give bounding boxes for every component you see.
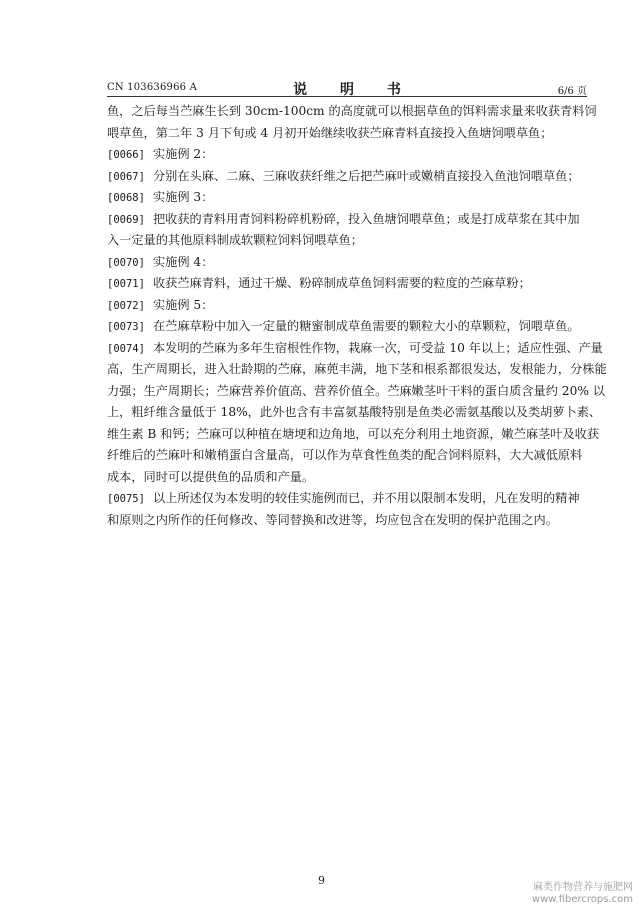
- text-line: 维生素 B 和钙；苎麻可以种植在塘埂和边角地，可以充分利用土地资源，嫩苎麻茎叶及收获: [107, 426, 600, 441]
- paragraph-0073: [107, 316, 587, 338]
- paragraph-text: 实施例 4：: [153, 254, 214, 269]
- page-indicator: 6/6 页: [557, 86, 587, 97]
- text-line: 纤维后的苎麻叶和嫩梢蛋白含量高，可以作为草食性鱼类的配合饲料原料，大大减低原料: [107, 448, 583, 462]
- paragraph-0066: [107, 144, 587, 166]
- paragraph-0070: [107, 252, 587, 274]
- watermark-url: www.fibercrops.com: [531, 894, 633, 905]
- paragraph-text: 实施例 3：: [153, 190, 214, 204]
- paragraph-0071: [107, 273, 587, 295]
- text-line: 入一定量的其他原料制成软颗粒饲料饲喂草鱼；: [107, 233, 363, 247]
- paragraph-number: [0071]: [107, 278, 145, 290]
- paragraph-number: [0075]: [107, 493, 145, 505]
- page-header: [107, 81, 587, 98]
- text-line: 和原则之内所作的任何修改、等同替换和改进等，均应包含在发明的保护范围之内。: [107, 512, 558, 527]
- paragraph-number: [0068]: [107, 192, 145, 204]
- paragraph-text: 本发明的苎麻为多年生宿根性作物，栽麻一次，可受益 10 年以上；适应性强、产量: [153, 340, 603, 355]
- paragraph-0072: [107, 295, 587, 317]
- text-line: 喂草鱼，第二年 3 月下旬或 4 月初开始继续收获苎麻青料直接投入鱼塘饲喂草鱼；: [107, 125, 553, 140]
- paragraph-number: [0070]: [107, 256, 145, 269]
- paragraph-text: 在苎麻草粉中加入一定量的糖蜜制成草鱼需要的颗粒大小的草颗粒，饲喂草鱼。: [153, 319, 580, 333]
- paragraph-0074: [107, 338, 607, 489]
- paragraph-number: [0072]: [107, 299, 145, 312]
- paragraph-0067: [107, 166, 587, 188]
- paragraph-text: 把收获的青料用青饲料粉碎机粉碎，投入鱼塘饲喂草鱼；或是打成草浆在其中加: [153, 211, 580, 226]
- document-title: 说 明 书: [293, 82, 415, 98]
- text-line: 成本，同时可以提供鱼的品质和产量。: [107, 469, 315, 484]
- paragraph-text: 实施例 2：: [153, 147, 214, 161]
- paragraph-number: [0069]: [107, 213, 145, 226]
- site-watermark: [532, 882, 633, 906]
- text-line: 上，粗纤维含量低于 18%，此外也含有丰富氨基酸特别是鱼类必需氨基酸以及类胡萝卜素、: [107, 405, 602, 419]
- page-number: 9: [318, 874, 325, 887]
- paragraph-number: [0066]: [107, 149, 145, 161]
- paragraph-text: 以上所述仅为本发明的较佳实施例而已，并不用以限制本发明，凡在发明的精神: [153, 491, 580, 505]
- header-divider: [107, 96, 587, 97]
- text-line: 高，生产周期长，进入壮龄期的苎麻，麻蔸丰满，地下茎和根系都很发达，发根能力，分株能: [107, 362, 607, 376]
- text-line: 鱼，之后每当苎麻生长到 30cm-100cm 的高度就可以根据草鱼的饵料需求量来收获青料饲: [107, 104, 597, 118]
- text-line: 力强；生产周期长；苎麻营养价值高、营养价值全。苎麻嫩茎叶干料的蛋白质含量约 20% 以: [107, 383, 605, 398]
- paragraph-number: [0067]: [107, 170, 145, 183]
- paragraph-text: 实施例 5：: [153, 297, 214, 312]
- paragraph-0068: [107, 187, 587, 209]
- paragraph-number: [0073]: [107, 321, 145, 333]
- document-body: [107, 101, 607, 531]
- paragraph-0075: [107, 488, 587, 531]
- paragraph-text: 分别在头麻、二麻、三麻收获纤维之后把苎麻叶或嫩梢直接投入鱼池饲喂草鱼；: [153, 168, 580, 183]
- watermark-site-name: 麻类作物营养与施肥网: [533, 882, 633, 893]
- paragraph-number: [0074]: [107, 342, 145, 355]
- patent-number: CN 103636966 A: [107, 82, 198, 93]
- paragraph-text: 收获苎麻青料，通过干燥、粉碎制成草鱼饲料需要的粒度的苎麻草粉；: [153, 276, 531, 290]
- paragraph-0069: [107, 209, 587, 252]
- paragraph-continuation: [107, 101, 597, 144]
